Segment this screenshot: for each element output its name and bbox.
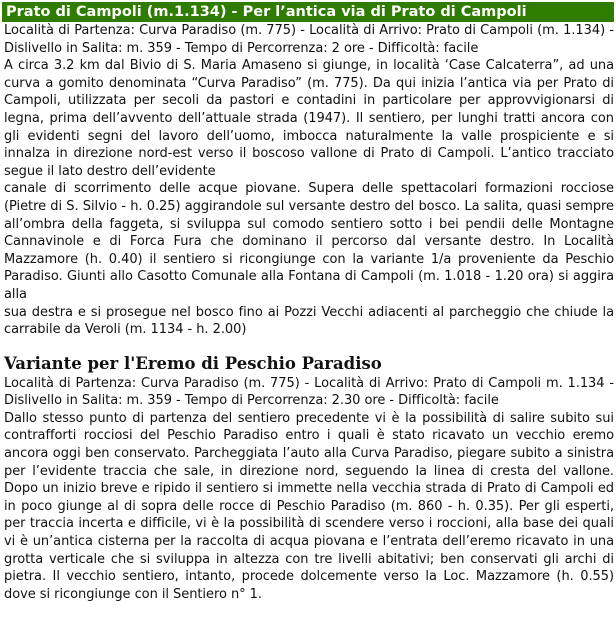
route1-section — [0, 22, 616, 339]
route1-description: A circa 3.2 km dal Bivio di S. Maria Amaseno si giunge, in località ‘Case Calcaterra”, ad una curva a gomito denominata “Curva Paradiso” (m. 775). Da qui inizia l’antica via per Prato di Campoli, utilizzata per secoli da pastori e contadini in particolare per approvvigionarsi di legna, prima dell’avvento dell’attuale strada (1947). Il sentiero, per lunghi tratti ancora con gli evidenti segni del lavoro dell’uomo, imbocca naturalmente la valle prospiciente e si innalza in direzione nord-est verso il boscoso vallone di Prato di Campoli. L’antico tracciato segue il lato destro dell’evidente — [4, 58, 614, 179]
route1-description-continued: canale di scorrimento delle acque piovane. Supera delle spettacolari formazioni rocciose (Pietre di S. Silvio - h. 0.25) aggirandole sul versante destro del bosco. La salita, quasi sempre all’ombra della faggeta, si sviluppa sul comodo sentiero sotto i bei pendii delle Montagne Cannavinole e di Forca Fura che dominano il percorso dal versante destro. In Località Mazzamore (h. 0.40) il sentiero si ricongiunge con la variante 1/a proveniente da Peschio Paradiso. Giunti allo Casotto Comunale alla Fontana di Campoli (m. 1.018 - 1.20 ora) si aggira alla — [4, 181, 614, 302]
route1-info: Località di Partenza: Curva Paradiso (m. 775) - Località di Arrivo: Prato di Campoli (m. 1.134) - Dislivello in Salita: m. 359 - Tempo di Percorrenza: 2 ore - Difficoltà: facile — [4, 23, 614, 56]
route2-description: Dallo stesso punto di partenza del sentiero precedente vi è la possibilità di salire subito sui contrafforti rocciosi del Peschio Paradiso entro i quali è stato ricavato un vecchio eremo ancora oggi ben conservato. Parcheggiata l’auto alla Curva Paradiso, piegare subito a sinistra per l’evidente traccia che sale, in direzione nord, seguendo la linea di cresta del vallone. Dopo un inizio breve e ripido il sentiero si immette nella vecchia strada di Prato di Campoli ed in poco giunge al di sopra delle rocce di Peschio Paradiso (m. 860 - h. 0.35). Per gli esperti, per traccia incerta e difficile, vi è la possibilità di scendere verso i roccioni, alla base dei quali vi è un’antica cisterna per la raccolta di acqua piovana e l’entrata dell’eremo ricavato in una grotta verticale che si sviluppa in altezza con tre livelli abitativi; ben conservati gli archi di pietra. Il vecchio sentiero, intanto, procede dolcemente verso la Loc. Mazzamore (h. 0.55) dove si ricongiunge con il Sentiero n° 1. — [4, 410, 614, 602]
route-title-bar: Prato di Campoli (m.1.134) - Per l’antica via di Prato di Campoli — [2, 2, 614, 22]
route2-info: Località di Partenza: Curva Paradiso (m. 775) - Località di Arrivo: Prato di Campoli m. 1.134 - Dislivello in Salita: m. 359 - Tempo di Percorrenza: 2.30 ore - Difficoltà: facile — [4, 375, 614, 409]
route1-description-end: sua destra e si prosegue nel bosco fino ai Pozzi Vecchi adiacenti al parcheggio che chiude la carrabile da Veroli (m. 1134 - h. 2.00) — [4, 304, 614, 338]
route2-section — [0, 353, 616, 604]
route2-heading: Variante per l'Eremo di Peschio Paradiso — [4, 353, 382, 373]
